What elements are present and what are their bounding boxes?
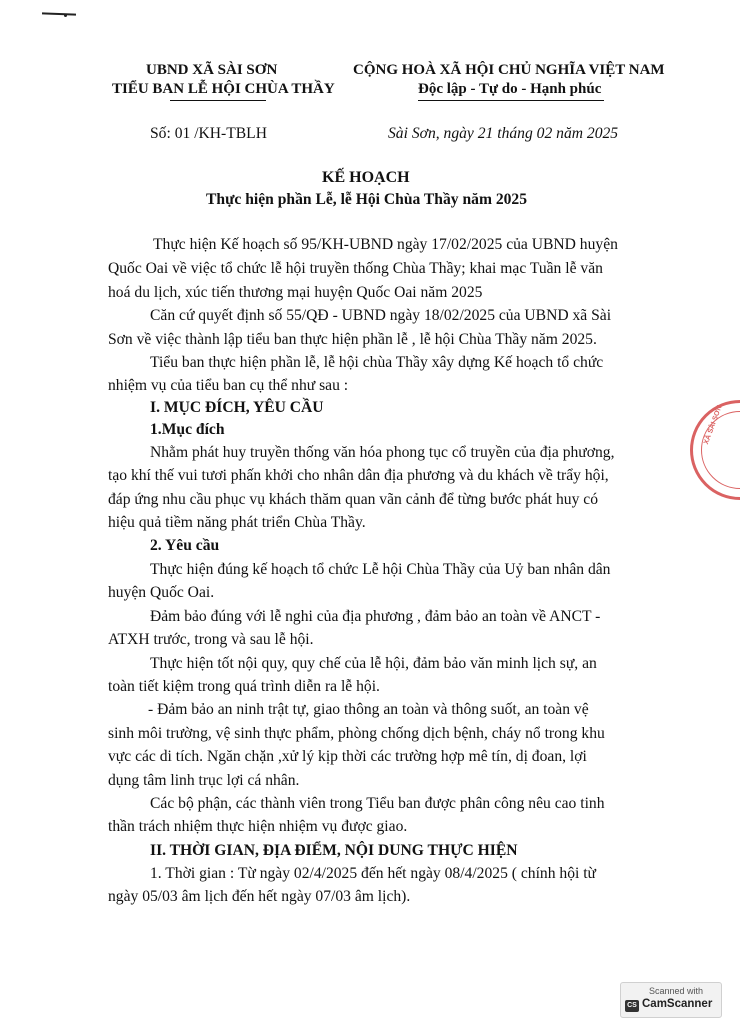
seal-text: XÃ SÀI SƠN: [703, 404, 724, 446]
p6-line-1: Đảm bảo đúng với lễ nghi của địa phương , đảm bảo an toàn về ANCT -: [150, 608, 601, 625]
p1-line-1: Thực hiện Kế hoạch số 95/KH-UBND ngày 17/02/2025 của UBND huyện: [153, 236, 618, 253]
camscanner-logo-icon: CS: [625, 1000, 639, 1012]
p4-line-1: Nhằm phát huy truyền thống văn hóa phong tục cổ truyền của địa phương,: [150, 444, 615, 461]
p5-line-1: Thực hiện đúng kế hoạch tổ chức Lễ hội Chùa Thầy của Uỷ ban nhân dân: [150, 561, 611, 578]
camscanner-watermark: [620, 982, 722, 1018]
p8-line-3: vực các di tích. Ngăn chặn ,xử lý kịp thời các trường hợp mê tín, dị đoan, lợi: [108, 748, 587, 765]
nation-line-2: Độc lập - Tự do - Hạnh phúc: [418, 81, 602, 97]
p4-line-3: đáp ứng nhu cầu phục vụ khách thăm quan vãn cảnh để từng bước phát huy có: [108, 491, 599, 508]
p3-line-1: Tiểu ban thực hiện phần lễ, lễ hội chùa Thầy xây dựng Kế hoạch tổ chức: [150, 354, 604, 371]
p8-line-4: dụng tâm linh trục lợi cá nhân.: [108, 772, 300, 789]
pen-mark: [42, 12, 76, 15]
org-line-1: UBND XÃ SÀI SƠN: [146, 62, 278, 78]
nation-line-1: CỘNG HOÀ XÃ HỘI CHỦ NGHĨA VIỆT NAM: [353, 62, 665, 78]
p1-line-2: Quốc Oai về việc tổ chức lễ hội truyền thống Chùa Thầy; khai mạc Tuần lễ văn: [108, 260, 603, 277]
section-1-1-heading: 1.Mục đích: [150, 421, 225, 438]
p2-line-2: Sơn về việc thành lập tiểu ban thực hiện phần lễ , lễ hội Chùa Thầy năm 2025.: [108, 331, 597, 348]
p6-line-2: ATXH trước, trong và sau lễ hội.: [108, 631, 314, 648]
p4-line-2: tạo khí thế vui tươi phấn khởi cho nhân dân địa phương và du khách về trẩy hội,: [108, 467, 609, 484]
org-line-2: TIỂU BAN LỄ HỘI CHÙA THẦY: [112, 81, 335, 97]
p1-line-3: hoá du lịch, xúc tiến thương mại huyện Quốc Oai năm 2025: [108, 284, 483, 301]
place-date: Sài Sơn, ngày 21 tháng 02 năm 2025: [388, 125, 619, 142]
p10-rest: Từ ngày 02/4/2025 đến hết ngày 08/4/2025 ( chính hội từ: [234, 865, 597, 882]
p3-line-2: nhiệm vụ của tiểu ban cụ thể như sau :: [108, 377, 349, 394]
motto-underline: [418, 100, 604, 101]
pen-dot: [64, 14, 67, 17]
p10-line-1: [150, 865, 596, 883]
p5-line-2: huyện Quốc Oai.: [108, 584, 215, 601]
section-2-heading: II. THỜI GIAN, ĐỊA ĐIỂM, NỘI DUNG THỰC HIỆN: [150, 842, 518, 859]
p2-line-1: Căn cứ quyết định số 55/QĐ - UBND ngày 18/02/2025 của UBND xã Sài: [150, 307, 612, 324]
section-1-heading: I. MỤC ĐÍCH, YÊU CẦU: [150, 399, 324, 416]
p10-lead: 1. Thời gian :: [150, 865, 235, 882]
p4-line-4: hiệu quả tiềm năng phát triển Chùa Thầy.: [108, 514, 366, 531]
p8-line-1: - Đảm bảo an ninh trật tự, giao thông an toàn và thông suốt, an toàn vệ: [148, 701, 589, 718]
p8-line-2: sinh môi trường, vệ sinh thực phẩm, phòng chống dịch bệnh, cháy nổ trong khu: [108, 725, 605, 742]
red-seal: [690, 400, 740, 500]
p10-line-2: ngày 05/03 âm lịch đến hết ngày 07/03 âm lịch).: [108, 888, 411, 905]
org-underline: [170, 100, 266, 101]
watermark-scanned-text: Scanned with: [649, 986, 704, 996]
p9-line-2: thần trách nhiệm thực hiện nhiệm vụ được giao.: [108, 818, 408, 835]
p9-line-1: Các bộ phận, các thành viên trong Tiểu ban được phân công nêu cao tinh: [150, 795, 605, 812]
doc-title: KẾ HOẠCH: [322, 169, 410, 186]
p7-line-2: toàn tiết kiệm trong quá trình diễn ra lễ hội.: [108, 678, 380, 695]
section-1-2-heading: 2. Yêu cầu: [150, 537, 220, 554]
watermark-brand: CamScanner: [642, 998, 713, 1010]
doc-number: Số: 01 /KH-TBLH: [150, 125, 267, 142]
doc-subtitle: Thực hiện phần Lễ, lễ Hội Chùa Thầy năm 2025: [206, 191, 528, 208]
p7-line-1: Thực hiện tốt nội quy, quy chế của lễ hội, đảm bảo văn minh lịch sự, an: [150, 655, 597, 672]
